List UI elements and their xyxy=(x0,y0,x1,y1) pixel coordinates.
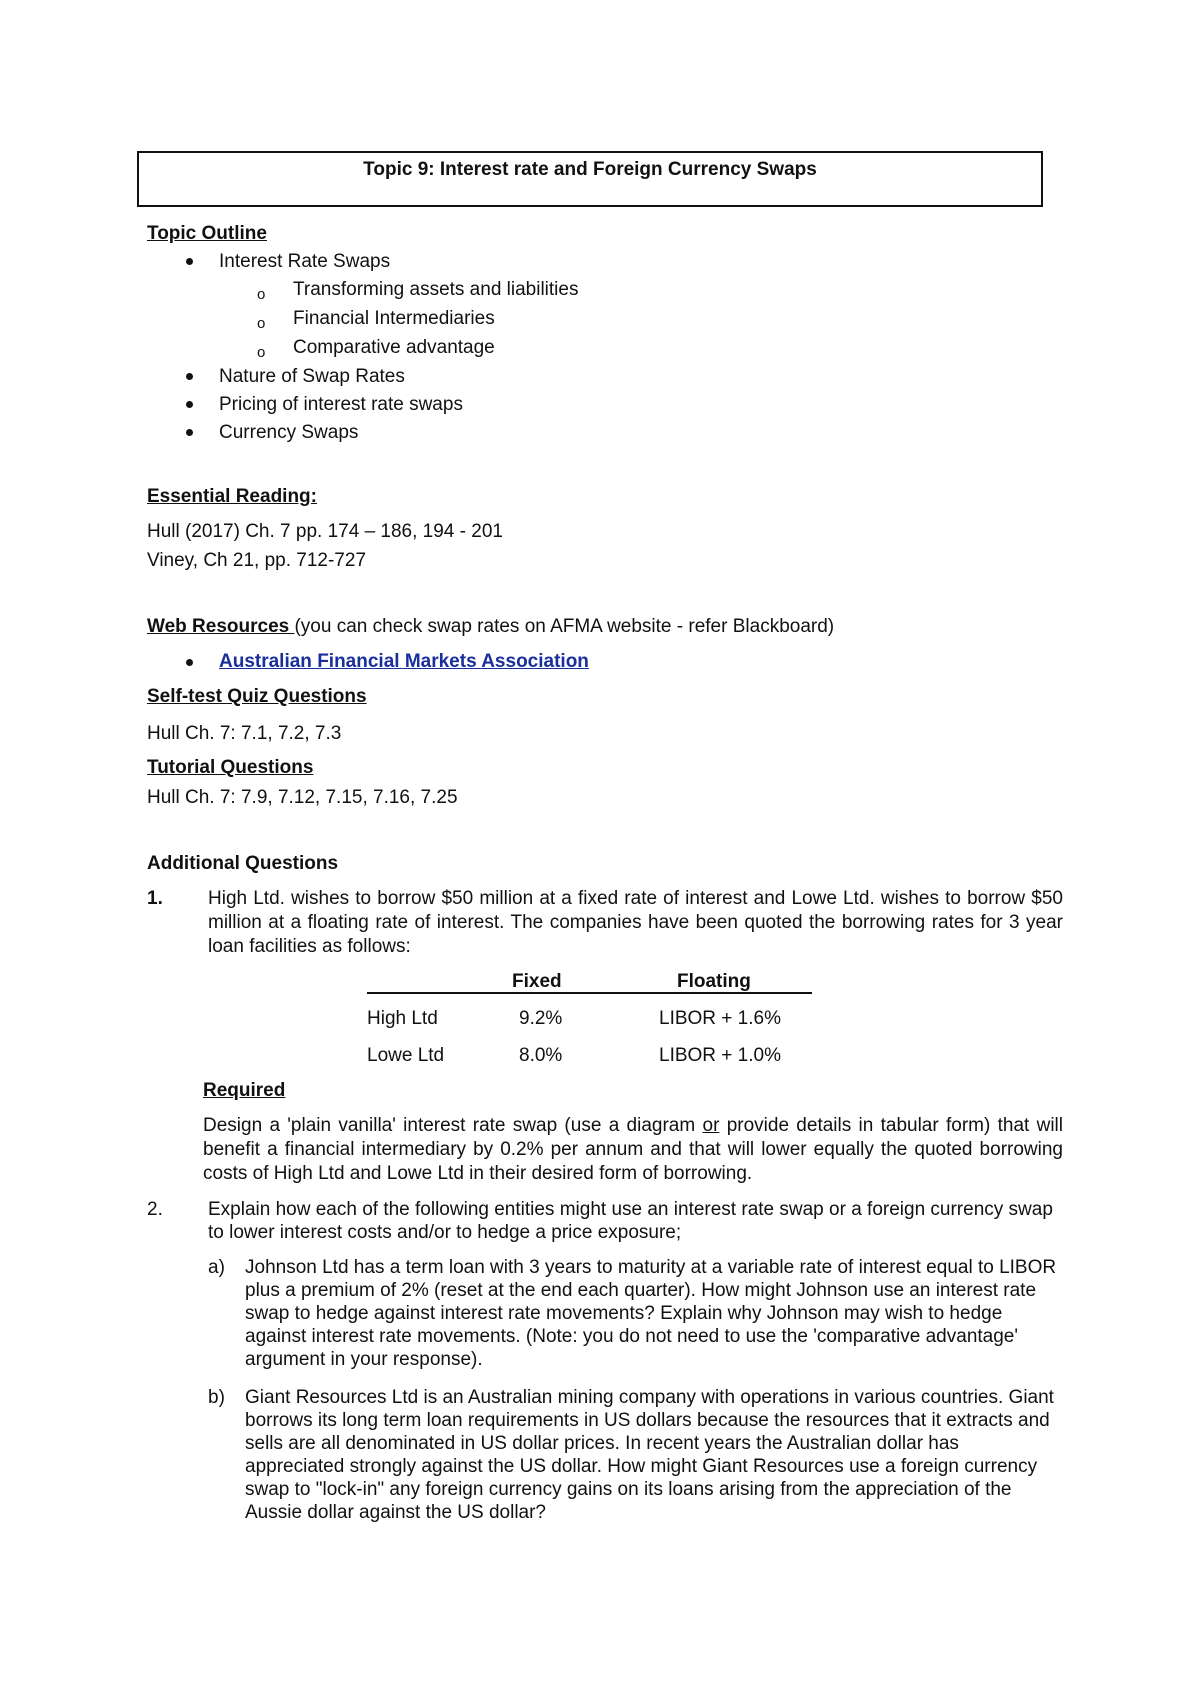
hollow-bullet-icon: o xyxy=(257,286,266,303)
table-cell-floating: LIBOR + 1.6% xyxy=(659,1008,781,1029)
question-number: 2. xyxy=(147,1199,163,1220)
bullet-icon xyxy=(186,659,193,666)
outline-subitem-transforming: Transforming assets and liabilities xyxy=(293,279,579,300)
question-number: 1. xyxy=(147,888,163,909)
required-text xyxy=(203,1114,1063,1186)
question-2-text: Explain how each of the following entities might use an interest rate swap or a foreign currency swap to lower interest costs and/or to hedge a price exposure; xyxy=(208,1199,1053,1243)
selftest-heading: Self-test Quiz Questions xyxy=(147,686,367,707)
bullet-icon xyxy=(186,429,193,436)
outline-item-currency: Currency Swaps xyxy=(219,422,359,443)
afma-link[interactable]: Australian Financial Markets Association xyxy=(219,651,589,672)
required-text-pre: Design a 'plain vanilla' interest rate swap (use a diagram xyxy=(203,1115,703,1136)
tutorial-line: Hull Ch. 7: 7.9, 7.12, 7.15, 7.16, 7.25 xyxy=(147,787,458,808)
required-text-post: provide details in tabular form) that will benefit a financial intermediary by 0.2% per annum and that will lower equally the quoted borrowing costs of High Ltd and Lowe Ltd in their desired form of borrowing. xyxy=(203,1115,1063,1184)
outline-item-nature: Nature of Swap Rates xyxy=(219,366,405,387)
additional-heading: Additional Questions xyxy=(147,853,339,874)
table-cell-floating: LIBOR + 1.0% xyxy=(659,1045,781,1066)
required-text-or: or xyxy=(702,1115,720,1136)
tutorial-heading: Tutorial Questions xyxy=(147,757,314,778)
page-title: Topic 9: Interest rate and Foreign Currency Swaps xyxy=(363,159,817,180)
web-note: (you can check swap rates on AFMA website - refer Blackboard) xyxy=(294,616,835,637)
question-1-text: High Ltd. wishes to borrow $50 million at a fixed rate of interest and Lowe Ltd. wishes to borrow $50 million at a floating rate of interest. The companies have been quoted the borrowing rates for 3 year loan facilities as follows: xyxy=(208,888,1063,957)
web-resources-line xyxy=(147,615,834,639)
outline-subitem-comparative: Comparative advantage xyxy=(293,337,495,358)
part-b-text: Giant Resources Ltd is an Australian mining company with operations in various countries. Giant borrows its long term loan requirements in US dollars because the resources that it extracts and sells are all denominated in US dollar prices. In recent years the Australian dollar has appreciated strongly against the US dollar. How might Giant Resources use a foreign currency swap to "lock-in" any foreign currency gains on its loans arising from the appreciation of the Aussie dollar against the US dollar? xyxy=(245,1387,1054,1523)
hollow-bullet-icon: o xyxy=(257,344,266,361)
web-heading: Web Resources xyxy=(147,616,295,637)
table-cell-fixed: 9.2% xyxy=(519,1008,563,1029)
part-a-text: Johnson Ltd has a term loan with 3 years to maturity at a variable rate of interest equal to LIBOR plus a premium of 2% (reset at the end each quarter). How might Johnson use an interest rate swap to hedge against interest rate movements? Explain why Johnson may wish to hedge against interest rate movements. (Note: you do not need to use the 'comparative advantage' argument in your response). xyxy=(245,1257,1057,1370)
reading-line: Viney, Ch 21, pp. 712-727 xyxy=(147,550,367,571)
hollow-bullet-icon: o xyxy=(257,315,266,332)
outline-heading: Topic Outline xyxy=(147,223,267,244)
table-cell-fixed: 8.0% xyxy=(519,1045,563,1066)
bullet-icon xyxy=(186,258,193,265)
table-header-rule xyxy=(367,992,812,994)
table-cell-company: High Ltd xyxy=(367,1008,438,1029)
outline-item-pricing: Pricing of interest rate swaps xyxy=(219,394,463,415)
table-header-floating: Floating xyxy=(677,971,751,992)
table-cell-company: Lowe Ltd xyxy=(367,1045,445,1066)
part-label: b) xyxy=(208,1387,225,1408)
bullet-icon xyxy=(186,373,193,380)
reading-line: Hull (2017) Ch. 7 pp. 174 – 186, 194 - 201 xyxy=(147,521,503,542)
part-label: a) xyxy=(208,1257,225,1278)
bullet-icon xyxy=(186,401,193,408)
outline-subitem-intermediaries: Financial Intermediaries xyxy=(293,308,495,329)
table-header-fixed: Fixed xyxy=(512,971,562,992)
reading-heading: Essential Reading: xyxy=(147,486,317,507)
required-heading: Required xyxy=(203,1080,286,1101)
selftest-line: Hull Ch. 7: 7.1, 7.2, 7.3 xyxy=(147,723,342,744)
outline-item-interest-rate-swaps: Interest Rate Swaps xyxy=(219,251,391,272)
title-box xyxy=(137,151,1043,207)
